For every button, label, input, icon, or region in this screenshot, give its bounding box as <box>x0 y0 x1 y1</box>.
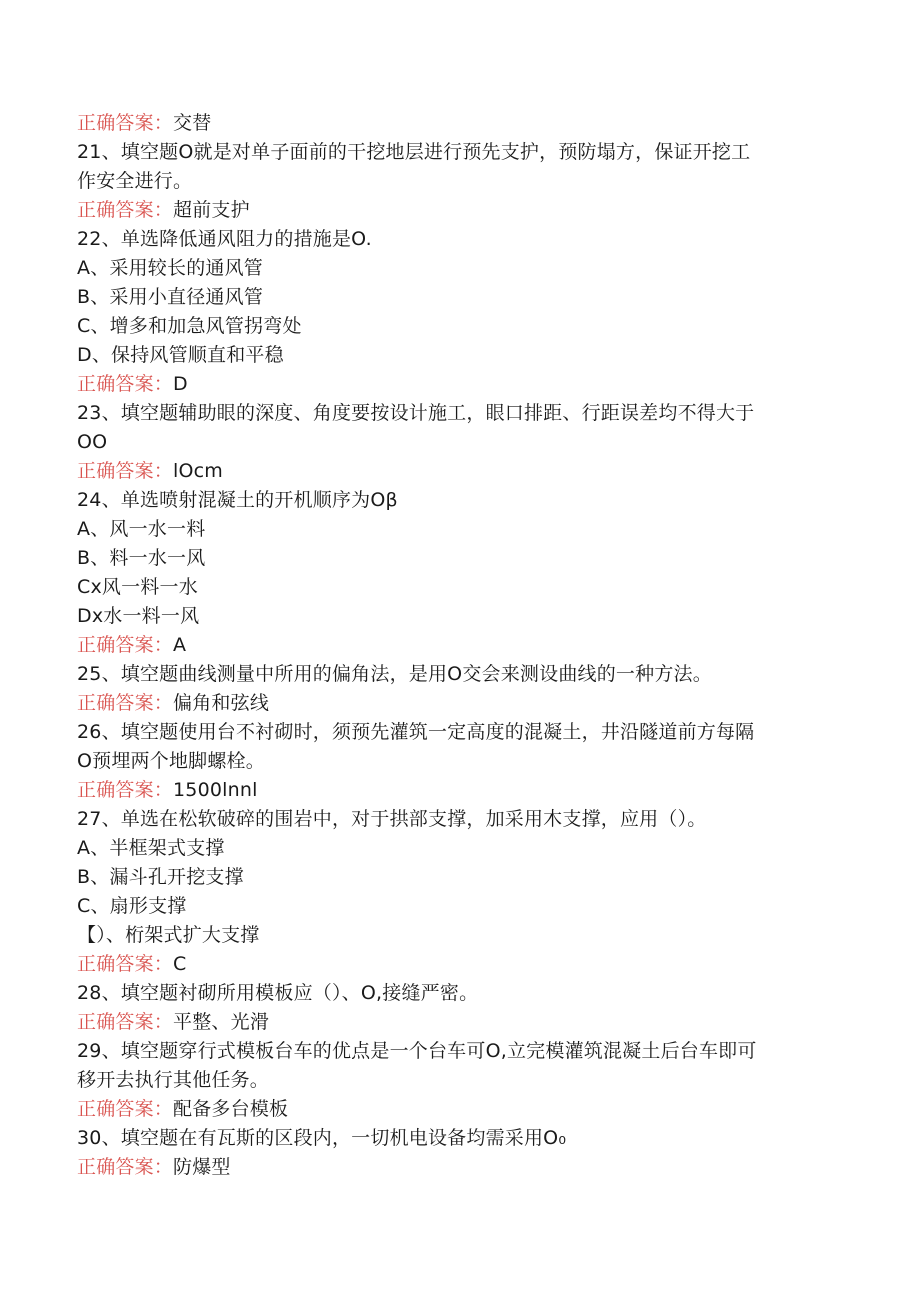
question-text-line: 28、填空题衬砌所用模板应（）、O,接缝严密。 <box>77 982 479 1004</box>
answer-label: 正确答案： <box>77 1098 174 1120</box>
answer-value: lOcm <box>173 460 224 482</box>
question-text-line: 27、单选在松软破碎的围岩中，对于拱部支撑，加采用木支撑，应用（）。 <box>77 808 707 830</box>
question-text-line: A、采用较长的通风管 <box>77 257 263 279</box>
answer-line <box>77 689 847 718</box>
answer-line <box>77 631 847 660</box>
answer-value: 平整、光滑 <box>173 1011 270 1033</box>
answer-line <box>77 776 847 805</box>
question-text-line: 30、填空题在有瓦斯的区段内，一切机电设备均需采用O₀ <box>77 1127 567 1149</box>
answer-line <box>77 1095 847 1124</box>
answer-label: 正确答案： <box>77 692 174 714</box>
question-text-line: Dx水一料一风 <box>77 605 200 627</box>
question-text-line: 26、填空题使用台不衬砌时，须预先灌筑一定高度的混凝土，井沿隧道前方每隔 <box>77 721 755 743</box>
answer-label: 正确答案： <box>77 373 174 395</box>
question-text-line: OO <box>77 431 108 453</box>
answer-line <box>77 1153 847 1182</box>
question-text-line: 29、填空题穿行式模板台车的优点是一个台车可O,立完模灌筑混凝土后台车即可 <box>77 1040 757 1062</box>
answer-value: A <box>173 634 187 656</box>
question-text-line: 作安全进行。 <box>77 170 193 192</box>
question-text-line: B、料一水一风 <box>77 547 206 569</box>
question-text-line: Cx风一料一水 <box>77 576 198 598</box>
question-text-line: 24、单选喷射混凝土的开机顺序为Oβ <box>77 489 398 511</box>
answer-line <box>77 1008 847 1037</box>
answer-line <box>77 370 847 399</box>
question-text-line: 23、填空题辅助眼的深度、角度要按设计施工，眼口排距、行距误差均不得大于 <box>77 402 755 424</box>
question-text-line: B、漏斗孔开挖支撑 <box>77 866 244 888</box>
question-text-line: A、风一水一料 <box>77 518 206 540</box>
answer-value: 偏角和弦线 <box>173 692 270 714</box>
answer-value: C <box>173 953 187 975</box>
answer-value: 防爆型 <box>173 1156 231 1178</box>
question-text-line: D、保持风管顺直和平稳 <box>77 344 284 366</box>
answer-label: 正确答案： <box>77 1156 174 1178</box>
answer-label: 正确答案： <box>77 1011 174 1033</box>
question-text-line: C、扇形支撑 <box>77 895 187 917</box>
question-list <box>77 109 847 1182</box>
answer-value: 1500lnnl <box>173 779 258 801</box>
question-text-line: B、采用小直径通风管 <box>77 286 264 308</box>
answer-label: 正确答案： <box>77 634 174 656</box>
question-text-line: O预埋两个地脚螺栓。 <box>77 750 265 772</box>
answer-line <box>77 196 847 225</box>
answer-value: D <box>173 373 188 395</box>
answer-label: 正确答案： <box>77 112 174 134</box>
answer-label: 正确答案： <box>77 953 174 975</box>
question-text-line: 22、单选降低通风阻力的措施是O. <box>77 228 372 250</box>
question-text-line: 【）、桁架式扩大支撑 <box>77 924 260 946</box>
answer-label: 正确答案： <box>77 779 174 801</box>
question-text-line: 移开去执行其他任务。 <box>77 1069 270 1091</box>
question-text-line: C、增多和加急风管拐弯处 <box>77 315 302 337</box>
answer-value: 配备多台模板 <box>173 1098 289 1120</box>
question-text-line: 25、填空题曲线测量中所用的偏角法，是用O交会来测设曲线的一种方法。 <box>77 663 712 685</box>
answer-line <box>77 950 847 979</box>
answer-label: 正确答案： <box>77 199 174 221</box>
answer-label: 正确答案： <box>77 460 174 482</box>
answer-value: 交替 <box>173 112 212 134</box>
answer-value: 超前支护 <box>173 199 250 221</box>
answer-line <box>77 109 847 138</box>
question-text-line: A、半框架式支撑 <box>77 837 225 859</box>
question-text-line: 21、填空题O就是对单子面前的干挖地层进行预先支护，预防塌方，保证开挖工 <box>77 141 751 163</box>
answer-line <box>77 457 847 486</box>
